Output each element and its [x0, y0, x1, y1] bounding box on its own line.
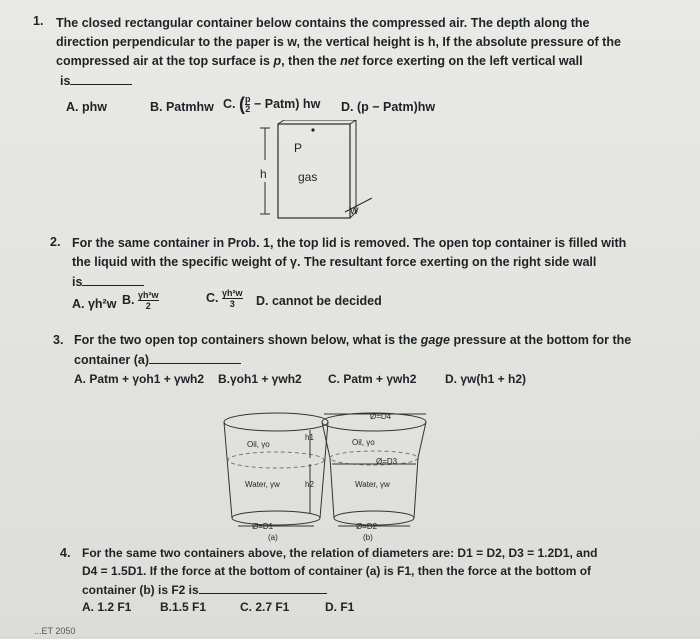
- q4-option-b: B.1.5 F1: [160, 600, 207, 614]
- q1-line3: compressed air at the top surface is p, then the net force exerting on the left vertical wall: [56, 54, 583, 68]
- q1-number: 1.: [33, 14, 44, 28]
- q1-option-c: C. ( $\frac{p}{2}$ − Patm) hw: [223, 93, 321, 114]
- q3-caption-a: (a): [268, 533, 278, 542]
- q3-option-d: D. γw(h1 + h2): [445, 372, 527, 386]
- container-a-top: [224, 413, 328, 431]
- q1-gas-label: gas: [298, 170, 318, 184]
- q3-d3-label: Ø=D3: [376, 457, 398, 466]
- q3-number: 3.: [53, 333, 64, 347]
- q3-h2-label: h2: [305, 480, 314, 489]
- q4-number: 4.: [60, 546, 71, 560]
- q3-option-a: A. Patm + γoh1 + γwh2: [74, 372, 205, 386]
- q2-option-c: C. $\frac{\text{γh²w}}{3}$: [206, 288, 243, 309]
- q1-line1: The closed rectangular container below contains the compressed air. The depth along the: [56, 16, 590, 30]
- q4-line2: D4 = 1.5D1. If the force at the bottom of container (a) is F1, then the force at the bottom of: [82, 564, 592, 578]
- q4-option-c: C. 2.7 F1: [240, 600, 290, 614]
- q3-d1-label: Ø=D1: [252, 522, 274, 531]
- q3-option-b: B.γoh1 + γwh2: [218, 372, 302, 386]
- q2-line3: is: [72, 274, 144, 290]
- q1-w-label: W: [350, 206, 359, 216]
- q3-line1: For the two open top containers shown below, what is the gage pressure at the bottom for the: [74, 333, 632, 347]
- q2-option-b: B. $\frac{\text{γh²w}}{2}$: [122, 290, 159, 311]
- q4-line1: For the same two containers above, the relation of diameters are: D1 = D2, D3 = 1.2D1, and: [82, 546, 598, 560]
- q4-option-a: A. 1.2 F1: [82, 600, 132, 614]
- q1-line2: direction perpendicular to the paper is w, the vertical height is h, If the absolute pressure of the: [56, 35, 621, 49]
- q2-option-a: A. γh²w: [72, 297, 117, 311]
- q2-line2: the liquid with the specific weight of γ. The resultant force exerting on the right side wall: [72, 255, 597, 269]
- footer-cutoff-text: ...ET 2050: [34, 626, 76, 636]
- q2-line1: For the same container in Prob. 1, the top lid is removed. The open top container is filled with: [72, 236, 627, 250]
- q3-caption-b: (b): [363, 533, 373, 542]
- q3-oil-a-label: Oil, γo: [247, 440, 270, 449]
- q3-d4-label: Ø=D4: [370, 412, 392, 421]
- q1-option-a: A. phw: [66, 100, 107, 114]
- q3-water-b-label: Water, γw: [355, 480, 390, 489]
- q2-number: 2.: [50, 235, 61, 249]
- q4-line3: container (b) is F2 is: [82, 582, 327, 598]
- q3-option-c: C. Patm + γwh2: [328, 372, 417, 386]
- q1-option-b: B. Patmhw: [150, 100, 214, 114]
- q1-p-label: P: [294, 141, 303, 155]
- q3-oil-b-label: Oil, γo: [352, 438, 375, 447]
- q1-option-d: D. (p − Patm)hw: [341, 100, 436, 114]
- q3-line2: container (a): [74, 352, 241, 368]
- q3-d2-label: Ø=D2: [356, 522, 378, 531]
- q1-h-label: h: [260, 167, 267, 181]
- q1-line4: is: [60, 73, 132, 89]
- q3-water-a-label: Water, γw: [245, 480, 280, 489]
- q3-h1-label: h1: [305, 433, 314, 442]
- q2-option-d: D. cannot be decided: [256, 294, 382, 308]
- q4-option-d: D. F1: [325, 600, 355, 614]
